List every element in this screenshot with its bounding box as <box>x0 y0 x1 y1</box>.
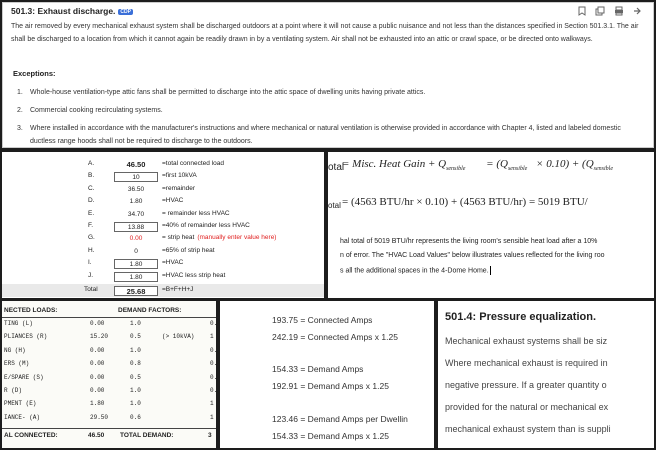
calc-letter: C. <box>88 184 95 192</box>
demand-factor: 1.0 <box>130 346 141 354</box>
amps-line: 242.19 = Connected Amps x 1.25 <box>272 332 398 342</box>
calc-desc-text: =40% of remainder less HVAC <box>162 222 250 229</box>
eq1 <box>342 158 613 172</box>
load-label: R (D) <box>4 387 23 394</box>
load-value: 0.00 <box>90 373 105 381</box>
calc-desc <box>162 286 193 293</box>
calc-desc-text: =remainder <box>162 184 196 192</box>
eq2: = (4563 BTU/hr × 0.10) + (4563 BTU/hr) = 5019 BTU/ <box>342 196 588 208</box>
print-icon[interactable] <box>614 6 624 19</box>
table-header-demand: DEMAND FACTORS: <box>118 307 182 314</box>
calc-value: 46.50 <box>126 160 146 169</box>
amps-line: 154.33 = Demand Amps x 1.25 <box>272 431 389 441</box>
calc-desc-text: =65% of strip heat <box>162 246 215 254</box>
demand-factor: 0.8 <box>130 360 141 368</box>
calc-value: 0.00 <box>129 235 143 243</box>
section-body: The air removed by every mechanical exhaust system shall be discharged outdoors at a point where it will not cause a public nuisance and not less than the distances specified in Section 501.3.1. The air shall be discharged to a location from which it cannot again be readily drawn in by a ventilating system. Air shall not be exhausted into an attic or crawl space, or be directed onto walkways. <box>11 23 639 43</box>
calc-letter: I. <box>88 259 92 267</box>
total-connected-value: 46.50 <box>88 432 105 439</box>
calc-desc-text: = strip heat <box>162 234 195 242</box>
exception-number: 1. <box>17 89 23 96</box>
load-value: 0.00 <box>90 320 105 327</box>
calc-desc <box>162 197 183 204</box>
eq1-text: = Misc. Heat Gain + Q <box>342 158 447 170</box>
load-label: PMENT (E) <box>4 400 37 408</box>
demand-factor: 0.5 <box>130 333 141 341</box>
exception-text: Commercial cooking recirculating systems. <box>30 107 163 114</box>
load-value: 29.50 <box>90 413 109 421</box>
exception-text: Whole-house ventilation-type attic fans shall be permitted to discharge into the attic space of dwelling units having private attics. <box>30 89 426 96</box>
eq1-lhs: otal <box>328 162 345 173</box>
exception-number: 2. <box>17 107 23 114</box>
section-title-text: 501.3: Exhaust discharge. <box>11 6 116 16</box>
load-calculation-panel <box>2 152 324 298</box>
exception-item <box>17 122 645 148</box>
calc-desc <box>162 172 197 179</box>
eq1-rhs-tail: × 0.10) + (Q <box>536 158 594 170</box>
demand-factor: 1.0 <box>130 400 141 408</box>
header-divider <box>2 317 216 318</box>
load-label: NG (H) <box>4 346 26 354</box>
pe-title: 501.4: Pressure equalization. <box>445 311 597 323</box>
calc-letter: E. <box>88 209 95 217</box>
calc-row <box>2 220 324 233</box>
connected-loads-table <box>2 301 216 448</box>
calc-row <box>2 183 324 196</box>
calc-letter: Total <box>84 286 98 293</box>
section-title <box>11 6 133 16</box>
calc-value[interactable]: 1.80 <box>114 259 158 269</box>
calc-value: 34.70 <box>127 210 145 218</box>
pe-line: mechanical exhaust system than is suppli <box>445 424 611 434</box>
para-line <box>340 266 491 275</box>
calc-row <box>2 284 324 297</box>
load-value: 15.20 <box>90 333 109 341</box>
demand-value: 0. <box>210 320 218 327</box>
calc-value[interactable]: 13.88 <box>114 222 158 232</box>
share-icon[interactable] <box>633 6 643 19</box>
calc-row <box>2 257 324 270</box>
calc-row <box>2 245 324 258</box>
bookmark-icon[interactable] <box>578 6 586 19</box>
calc-value[interactable]: 10 <box>114 172 158 182</box>
pe-line: Where mechanical exhaust is required in <box>445 358 608 368</box>
eq1-sub: sensible <box>446 166 466 173</box>
demand-factor: 1.0 <box>130 387 141 394</box>
total-demand-label: TOTAL DEMAND: <box>120 432 174 439</box>
calc-desc-text: =B+F+H+J <box>162 286 194 293</box>
table-header-loads: NECTED LOADS: <box>4 307 58 314</box>
pe-line: Mechanical exhaust systems shall be siz <box>445 336 608 346</box>
load-label: E/SPARE (S) <box>4 373 44 381</box>
calc-row <box>2 232 324 245</box>
text-cursor[interactable] <box>490 266 491 275</box>
calc-letter: B. <box>88 172 95 180</box>
exception-number: 3. <box>17 125 23 132</box>
calc-desc <box>162 272 225 279</box>
amps-line: 123.46 = Demand Amps per Dwellin <box>272 414 408 424</box>
demand-value: 1 <box>210 413 214 421</box>
calc-desc <box>162 222 250 229</box>
calc-value[interactable]: 25.68 <box>114 286 158 296</box>
demand-factor: 0.6 <box>130 413 141 421</box>
pressure-equalization-panel <box>438 301 654 448</box>
load-label: TING (L) <box>4 320 33 327</box>
calc-letter: A. <box>88 160 95 167</box>
exception-item <box>17 86 645 99</box>
amps-line: 154.33 = Demand Amps <box>272 364 364 374</box>
calc-letter: F. <box>88 222 94 229</box>
calc-desc-text: = remainder less HVAC <box>162 209 230 217</box>
calc-desc-text: =total connected load <box>162 160 224 167</box>
para-line: n of error. The "HVAC Load Values" below illustrates values reflected for the living roo <box>340 252 605 259</box>
calc-desc <box>162 185 195 192</box>
calc-desc <box>162 160 224 167</box>
amps-line: 193.75 = Connected Amps <box>272 315 373 325</box>
load-value: 0.00 <box>90 387 105 394</box>
para-line: hal total of 5019 BTU/hr represents the living room's sensible heat load after a 10% <box>340 238 598 245</box>
demand-factor: 0.5 <box>130 373 141 381</box>
para-text: s all the additional spaces in the 4-Dome Home. <box>340 267 489 275</box>
demand-value: 0. <box>210 360 218 368</box>
copy-icon[interactable] <box>595 6 605 19</box>
demand-factor: 1.0 <box>130 320 141 327</box>
demand-value: 0. <box>210 346 218 354</box>
eq1-rhs-sub: sensible <box>507 166 528 173</box>
footer-divider <box>2 428 216 429</box>
calc-value: 1.80 <box>129 198 143 206</box>
demand-value: 0. <box>210 387 218 394</box>
cdp-badge[interactable]: CDP <box>120 8 131 15</box>
eq2-lhs: otal <box>328 201 341 210</box>
calc-letter: H. <box>88 246 95 254</box>
heat-gain-equation-panel <box>328 152 654 298</box>
calc-desc-text: =HVAC <box>162 259 184 267</box>
calc-desc <box>162 210 230 217</box>
demand-value: 1 <box>210 400 214 408</box>
total-demand-value: 3 <box>208 432 212 439</box>
calc-desc <box>162 247 215 254</box>
load-value: 0.00 <box>90 346 105 354</box>
calc-value: 0 <box>134 247 138 255</box>
load-label: IANCE- (A) <box>4 413 41 421</box>
calc-row <box>2 195 324 208</box>
calc-letter: G. <box>88 234 95 242</box>
amps-summary-panel <box>220 301 434 448</box>
calc-desc <box>162 259 183 266</box>
calc-row <box>2 270 324 283</box>
calc-desc-text: =HVAC <box>162 197 184 205</box>
exceptions-label: Exceptions: <box>13 69 56 78</box>
calc-row <box>2 158 324 171</box>
amps-line: 192.91 = Demand Amps x 1.25 <box>272 381 389 391</box>
exception-text: Where installed in accordance with the manufacturer's instructions and where mechanical or natural ventilation is otherwise provided in accordance with Chapter 4, listed and labeled domestic ductless range hoods shall not be required to discharge to the outdoors. <box>30 125 621 145</box>
eq1-rhs: = (Q <box>486 158 508 170</box>
load-label: ERS (M) <box>4 360 30 368</box>
calc-row <box>2 170 324 183</box>
calc-desc <box>162 234 276 241</box>
eq1-rhs-sub2: sensible <box>593 166 613 173</box>
calc-desc-text: =first 10kVA <box>162 172 197 180</box>
pe-line: negative pressure. If a greater quantity o <box>445 380 607 390</box>
exhaust-discharge-panel <box>2 2 654 148</box>
calc-value: 36.50 <box>127 185 145 193</box>
calc-row <box>2 208 324 221</box>
load-value: 0.00 <box>90 360 105 368</box>
load-value: 1.80 <box>90 400 105 408</box>
toolbar-icons <box>578 6 643 19</box>
total-connected-label: AL CONNECTED: <box>4 432 58 439</box>
demand-value: 1 <box>210 333 214 341</box>
calc-value[interactable]: 1.80 <box>114 272 158 282</box>
calc-note: (manually enter value here) <box>197 234 277 242</box>
load-label: PLIANCES (R) <box>4 333 48 341</box>
demand-value: 0. <box>210 373 218 381</box>
exception-item <box>17 104 645 117</box>
pe-line: provided for the natural or mechanical ex <box>445 402 609 412</box>
demand-note: (> 10kVA) <box>162 333 195 341</box>
calc-desc-text: =HVAC less strip heat <box>162 271 226 279</box>
calc-letter: D. <box>88 197 95 205</box>
calc-letter: J. <box>88 271 94 279</box>
